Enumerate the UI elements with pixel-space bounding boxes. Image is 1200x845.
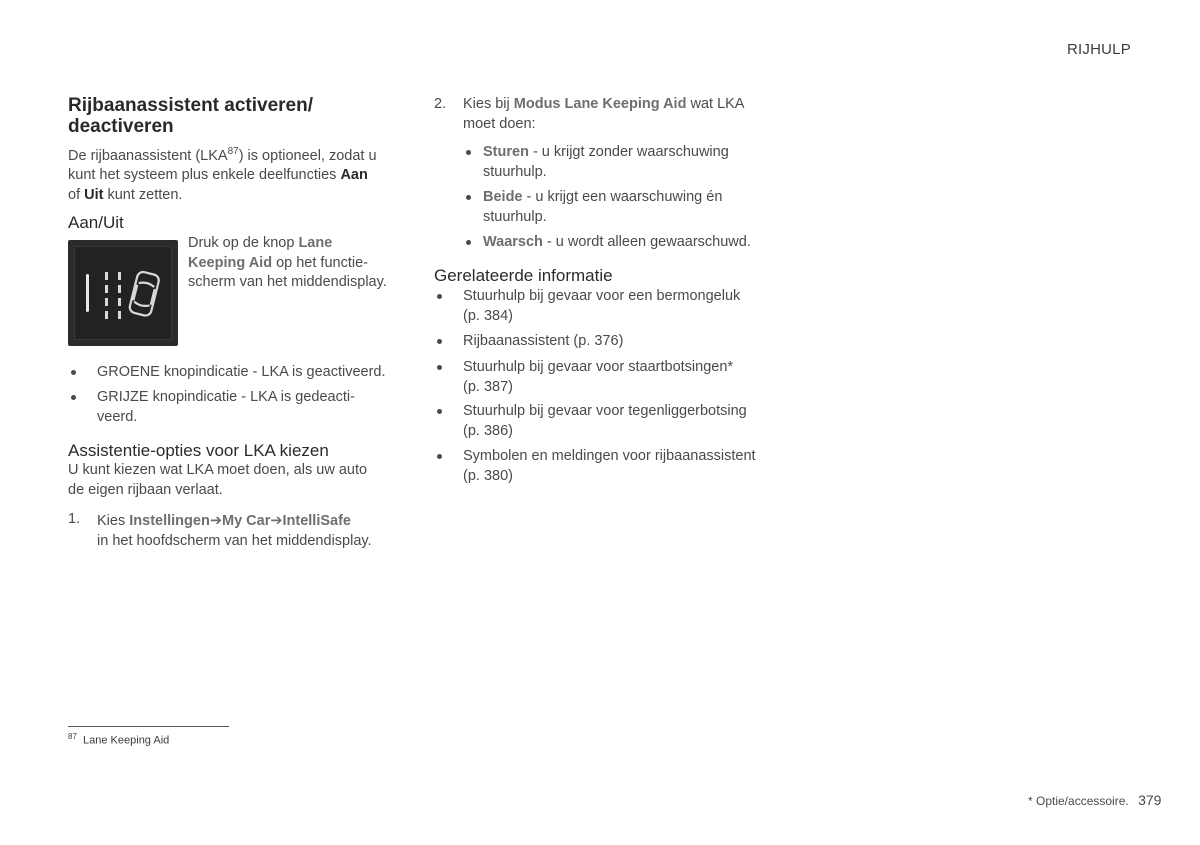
intro-paragraph: De rijbaanassistent (LKA$^{87}$) is optioneel, zodat u kunt het systeem plus enkele deelfuncties Aan of Uit kunt zetten. xyxy=(68,146,377,203)
aan-uit-heading: Aan/Uit xyxy=(68,213,124,232)
arrow-icon: ➔ xyxy=(270,513,283,529)
related-link[interactable]: Rijbaanassistent (p. 376) xyxy=(434,332,794,352)
step-number: 1. xyxy=(68,511,81,527)
bullet-icon xyxy=(437,454,442,459)
page-title: Rijbaanassistent activeren/ deactiveren xyxy=(68,95,313,137)
list-item: Beide - u krijgt een waarschuwing én stuurhulp. xyxy=(463,188,783,227)
option-note: * Optie/accessoire. xyxy=(1028,794,1129,808)
list-item: GRIJZE knopindicatie - LKA is gedeacti- veerd. xyxy=(68,388,408,427)
options-paragraph: U kunt kiezen wat LKA moet doen, als uw auto de eigen rijbaan verlaat. xyxy=(68,462,368,498)
arrow-icon: ➔ xyxy=(209,513,222,529)
related-link[interactable]: Stuurhulp bij gevaar voor staartbotsingen* (p. 387) xyxy=(434,358,794,397)
options-heading: Assistentie-opties voor LKA kiezen xyxy=(68,441,329,460)
page-number: 379 xyxy=(1138,792,1162,808)
step-2: 2. Kies bij Modus Lane Keeping Aid wat LKA moet doen: xyxy=(434,96,745,132)
step-1: 1. Kies Instellingen➔My Car➔IntelliSafe in het hoofdscherm van het middendisplay. xyxy=(68,511,372,549)
section-header: RIJHULP xyxy=(1067,41,1131,58)
related-heading: Gerelateerde informatie xyxy=(434,266,613,285)
list-item: GROENE knopindicatie - LKA is geactiveerd. xyxy=(68,363,408,383)
list-item: Waarsch - u wordt alleen gewaarschuwd. xyxy=(463,233,783,253)
bullet-icon xyxy=(437,294,442,299)
footnote: $^{87}$ Lane Keeping Aid xyxy=(68,732,170,747)
footnote-ref: 87 xyxy=(227,146,239,157)
lane-keeping-aid-button-image xyxy=(68,240,178,346)
related-link[interactable]: Stuurhulp bij gevaar voor een bermongeluk (p. 384) xyxy=(434,287,794,326)
footnote-divider xyxy=(68,726,229,727)
list-item: Sturen - u krijgt zonder waarschuwing stuurhulp. xyxy=(463,143,783,182)
page-footer xyxy=(1028,792,1161,808)
bullet-icon xyxy=(437,409,442,414)
lane-keeping-icon xyxy=(75,247,171,339)
button-instruction: Druk op de knop Lane Keeping Aid op het functie- scherm van het middendisplay. xyxy=(188,235,387,290)
bullet-icon xyxy=(466,150,471,155)
bullet-icon xyxy=(71,395,76,400)
bullet-icon xyxy=(437,365,442,370)
step-number: 2. xyxy=(434,96,447,112)
bullet-icon xyxy=(466,195,471,200)
related-link[interactable]: Stuurhulp bij gevaar voor tegenliggerbotsing (p. 386) xyxy=(434,402,794,441)
bullet-icon xyxy=(71,370,76,375)
related-link[interactable]: Symbolen en meldingen voor rijbaanassistent (p. 380) xyxy=(434,447,794,486)
lane-keeping-aid-label: Lane xyxy=(298,235,333,251)
bullet-icon xyxy=(466,240,471,245)
bullet-icon xyxy=(437,339,442,344)
